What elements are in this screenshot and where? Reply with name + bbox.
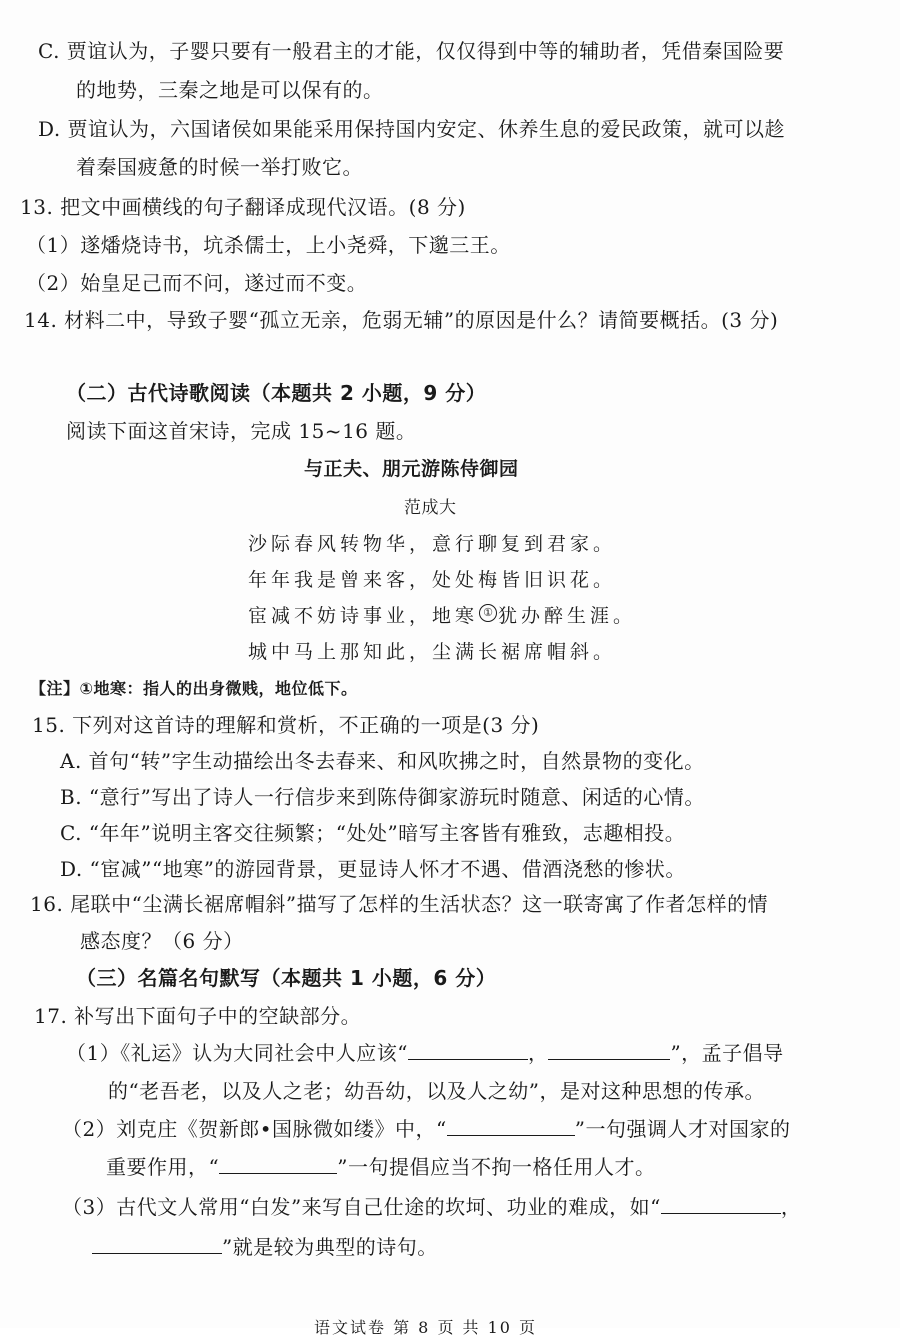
q17-p1-text-a: （1）《礼运》认为大同社会中人应该“ — [66, 1041, 408, 1065]
q15-stem: 15. 下列对这首诗的理解和赏析，不正确的一项是(3 分) — [32, 713, 540, 737]
q17-p2-line2-text-a: 重要作用，“ — [106, 1155, 220, 1179]
section-2-heading: （二）古代诗歌阅读（本题共 2 小题，9 分） — [66, 381, 487, 405]
q16-stem-line1: 16. 尾联中“尘满长裾席帽斜”描写了怎样的生活状态？这一联寄寓了作者怎样的情 — [30, 892, 769, 916]
q13-sentence-2: （2）始皇足己而不问，遂过而不变。 — [26, 271, 368, 295]
q17-part-3-line1 — [62, 1194, 801, 1220]
poem-line-3-post: 犹办醉生涯。 — [498, 605, 637, 627]
q17-part-1-line1 — [66, 1040, 784, 1066]
q13-sentence-1: （1）遂燔烧诗书，坑杀儒士，上小尧舜，下邈三王。 — [26, 233, 511, 257]
q15-option-d: D. “宦减”“地寒”的游园背景，更显诗人怀才不遇、借酒浇愁的惨状。 — [60, 857, 686, 881]
q17-p2-line2-text-b: ”一句提倡应当不拘一格任用人才。 — [337, 1155, 656, 1179]
poem-line-2: 年年我是曾来客，处处梅皆旧识花。 — [248, 569, 617, 591]
page-footer: 语文试卷 第 8 页 共 10 页 — [314, 1318, 538, 1337]
q12-option-c-line2: 的地势，三秦之地是可以保有的。 — [76, 78, 384, 102]
q17-p2-text-a: （2）刘克庄《贺新郎•国脉微如缕》中，“ — [62, 1117, 447, 1141]
q17-p1-comma: ， — [527, 1041, 549, 1065]
answer-blank-1[interactable] — [408, 1041, 528, 1060]
poem-line-3-pre: 宦减不妨诗事业，地寒 — [248, 605, 479, 627]
q17-part-1-line2: 的“老吾老，以及人之老；幼吾幼，以及人之幼”，是对这种思想的传承。 — [108, 1079, 765, 1103]
q15-option-c: C. “年年”说明主客交往频繁；“处处”暗写主客皆有雅致，志趣相投。 — [60, 821, 686, 845]
q17-part-2-line1 — [62, 1116, 790, 1142]
answer-blank-3[interactable] — [447, 1117, 575, 1136]
q17-p1-text-b: ”，孟子倡导 — [670, 1041, 784, 1065]
q17-p3-text-a: （3）古代文人常用“白发”来写自己仕途的坎坷、功业的难成，如“ — [62, 1195, 661, 1219]
poem-footnote: 【注】①地寒：指人的出身微贱，地位低下。 — [30, 679, 358, 698]
answer-blank-6[interactable] — [92, 1235, 222, 1254]
poem-line-3 — [248, 603, 636, 629]
q17-p3-text-b: ， — [780, 1195, 802, 1219]
q15-option-a: A. 首句“转”字生动描绘出冬去春来、和风吹拂之时，自然景物的变化。 — [60, 749, 705, 773]
q14-stem: 14. 材料二中，导致子婴“孤立无亲，危弱无辅”的原因是什么？请简要概括。(3 分) — [24, 308, 779, 332]
q12-option-d-line2: 着秦国疲惫的时候一举打败它。 — [76, 155, 363, 179]
poem-line-1: 沙际春风转物华，意行聊复到君家。 — [248, 533, 617, 555]
section-2-instruction: 阅读下面这首宋诗，完成 15~16 题。 — [66, 419, 417, 443]
poem-title: 与正夫、朋元游陈侍御园 — [304, 458, 519, 480]
q17-part-2-line2 — [106, 1154, 655, 1180]
answer-blank-5[interactable] — [661, 1195, 781, 1214]
footnote-marker-1: ① — [479, 604, 497, 622]
answer-blank-2[interactable] — [548, 1041, 670, 1060]
q17-p3-line2-text-b: ”就是较为典型的诗句。 — [222, 1235, 438, 1259]
q16-stem-line2: 感态度？（6 分） — [80, 929, 244, 953]
q17-part-3-line2 — [92, 1234, 438, 1260]
poem-author: 范成大 — [404, 498, 457, 518]
q17-p2-text-b: ”一句强调人才对国家的 — [574, 1117, 791, 1141]
q13-stem: 13. 把文中画横线的句子翻译成现代汉语。(8 分) — [20, 195, 466, 219]
q17-stem: 17. 补写出下面句子中的空缺部分。 — [34, 1004, 362, 1028]
section-3-heading: （三）名篇名句默写（本题共 1 小题，6 分） — [76, 966, 497, 990]
q15-option-b: B. “意行”写出了诗人一行信步来到陈侍御家游玩时随意、闲适的心情。 — [60, 785, 705, 809]
q12-option-d-line1: D. 贾谊认为，六国诸侯如果能采用保持国内安定、休养生息的爱民政策，就可以趁 — [38, 117, 786, 141]
poem-line-4: 城中马上那知此，尘满长裾席帽斜。 — [248, 641, 617, 663]
answer-blank-4[interactable] — [219, 1155, 337, 1174]
q12-option-c-line1: C. 贾谊认为，子婴只要有一般君主的才能，仅仅得到中等的辅助者，凭借秦国险要 — [38, 39, 785, 63]
